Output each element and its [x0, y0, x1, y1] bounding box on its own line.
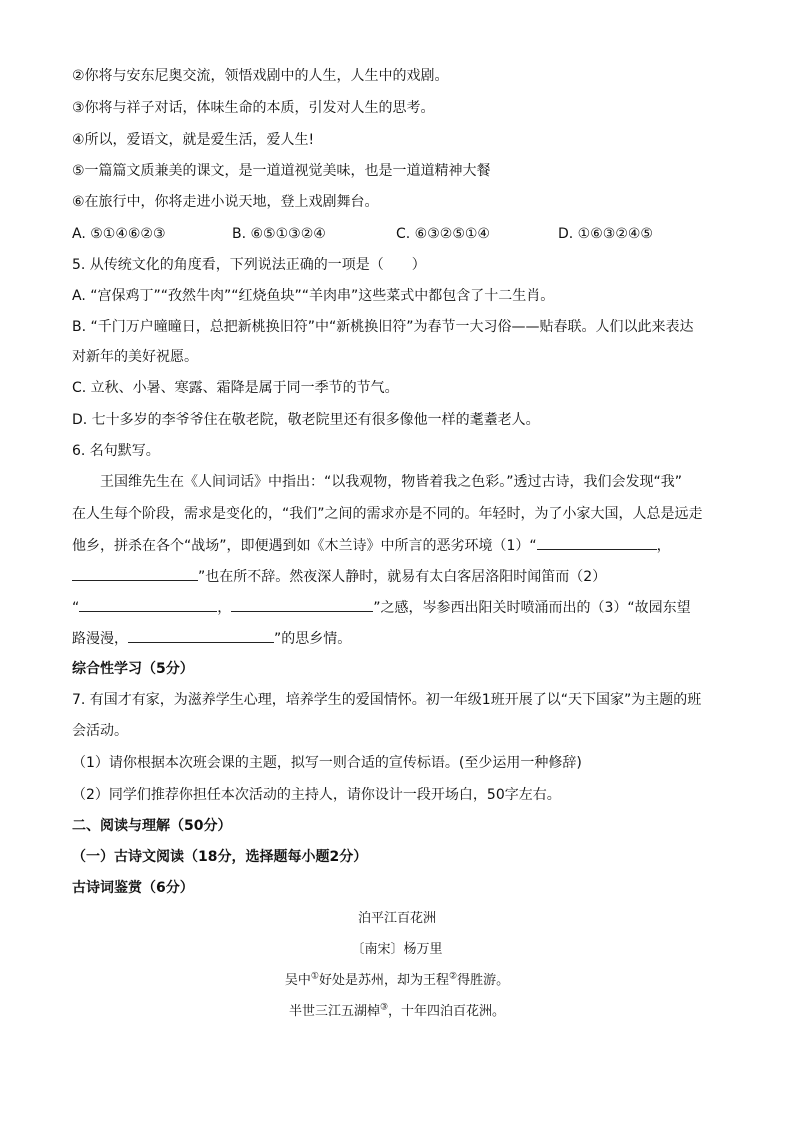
q6-line-5-text: ”之感，岑参西出阳关时喷涌而出的（3）“故园东望 [373, 600, 691, 616]
answer-blank-3[interactable] [79, 597, 217, 612]
q5-option-b-line1: B. “千门万户曈曈日，总把新桃换旧符”中“新桃换旧符”为春节一大习俗——贴春联。人们以此来表达 [72, 319, 694, 335]
q4-option-d: D. ①⑥③②④⑤ [558, 226, 653, 242]
poem-line-2-part-a: 半世三江五湖棹 [288, 1004, 380, 1019]
answer-blank-4[interactable] [231, 597, 373, 612]
answer-blank-2[interactable] [72, 566, 198, 581]
q6-line-5-quote: “ [72, 600, 80, 616]
q5-stem: 5. 从传统文化的角度看，下列说法正确的一项是（ ） [72, 257, 426, 273]
order-item-4: ④所以，爱语文，就是爱生活，爱人生! [72, 132, 315, 148]
poem-title: 泊平江百花洲 [357, 911, 436, 926]
q6-line-6 [72, 628, 722, 649]
q4-option-b: B. ⑥⑤①③②④ [232, 226, 326, 242]
q6-line-4 [72, 566, 722, 587]
poem-line-1-part-c: 得胜游。 [457, 973, 510, 988]
q5-option-b-line2: 对新年的美好祝愿。 [72, 349, 198, 365]
q7-sub-2: （2）同学们推荐你担任本次活动的主持人，请你设计一段开场白，50字左右。 [72, 787, 561, 803]
q6-line-3-comma: ， [656, 538, 671, 554]
answer-blank-1[interactable] [537, 535, 657, 550]
q6-line-6-text: 路漫漫， [72, 631, 128, 647]
poem-line-2 [0, 1003, 794, 1021]
q4-option-a: A. ⑤①④⑥②③ [72, 226, 166, 242]
section-heading-reading: 二、阅读与理解（50分） [72, 818, 232, 834]
q7-sub-1: （1）请你根据本次班会课的主题，拟写一则合适的宣传标语。(至少运用一种修辞) [72, 755, 582, 771]
q5-option-a: A. “宫保鸡丁”“孜然牛肉”“红烧鱼块”“羊肉串”这些菜式中都包含了十二生肖。 [72, 288, 555, 304]
subsection-heading-poetry-prose: （一）古诗文阅读（18分，选择题每小题2分） [72, 849, 368, 865]
q6-line-1: 王国维先生在《人间词话》中指出：“以我观物，物皆着我之色彩。”透过古诗，我们会发现“我” [100, 474, 683, 490]
q7-stem-line2: 会活动。 [72, 723, 128, 739]
comprehensive-heading: 综合性学习（5分） [72, 661, 194, 677]
q6-line-5 [72, 597, 722, 618]
q6-line-6-end: ”的思乡情。 [274, 631, 352, 647]
order-item-3: ③你将与祥子对话，体味生命的本质，引发对人生的思考。 [72, 100, 435, 116]
q6-line-4-text: ”也在所不辞。然夜深人静时，就易有太白客居洛阳时闻笛而（2） [198, 569, 607, 585]
poem-line-1-part-b: 好处是苏州，却为王程 [318, 973, 449, 988]
q6-title: 6. 名句默写。 [72, 443, 160, 459]
poem-line-1 [0, 972, 794, 990]
q6-line-3 [72, 535, 722, 556]
q4-option-c: C. ⑥③②⑤①④ [396, 226, 490, 242]
poem-line-2-part-b: ，十年四泊百花洲。 [388, 1004, 506, 1019]
q7-stem-line1: 7. 有国才有家，为滋养学生心理，培养学生的爱国情怀。初一年级1班开展了以“天下国家”为主题的班 [72, 692, 702, 708]
footnote-marker-3: ③ [379, 1002, 389, 1013]
answer-blank-5[interactable] [128, 628, 274, 643]
q6-line-2: 在人生每个阶段，需求是变化的，“我们”之间的需求亦是不同的。年轻时，为了小家大国，人总是远走 [72, 506, 703, 522]
q6-line-5-comma: ， [217, 600, 232, 616]
q5-option-c: C. 立秋、小暑、寒露、霜降是属于同一季节的节气。 [72, 380, 399, 396]
poetry-appreciation-heading: 古诗词鉴赏（6分） [72, 880, 194, 896]
poem-author: 〔南宋〕杨万里 [351, 942, 443, 957]
footnote-marker-2: ② [449, 971, 458, 982]
poem-line-1-part-a: 吴中 [284, 973, 311, 988]
q6-line-3-text: 他乡，拼杀在各个“战场”，即便遇到如《木兰诗》中所言的恶劣环境（1）“ [72, 538, 537, 554]
footnote-marker-1: ① [310, 971, 319, 982]
q5-option-d: D. 七十多岁的李爷爷住在敬老院，敬老院里还有很多像他一样的耄耋老人。 [72, 412, 540, 428]
order-item-5: ⑤一篇篇文质兼美的课文，是一道道视觉美味，也是一道道精神大餐 [72, 163, 491, 179]
order-item-6: ⑥在旅行中，你将走进小说天地，登上戏剧舞台。 [72, 194, 379, 210]
order-item-2: ②你将与安东尼奥交流，领悟戏剧中的人生，人生中的戏剧。 [72, 68, 449, 84]
